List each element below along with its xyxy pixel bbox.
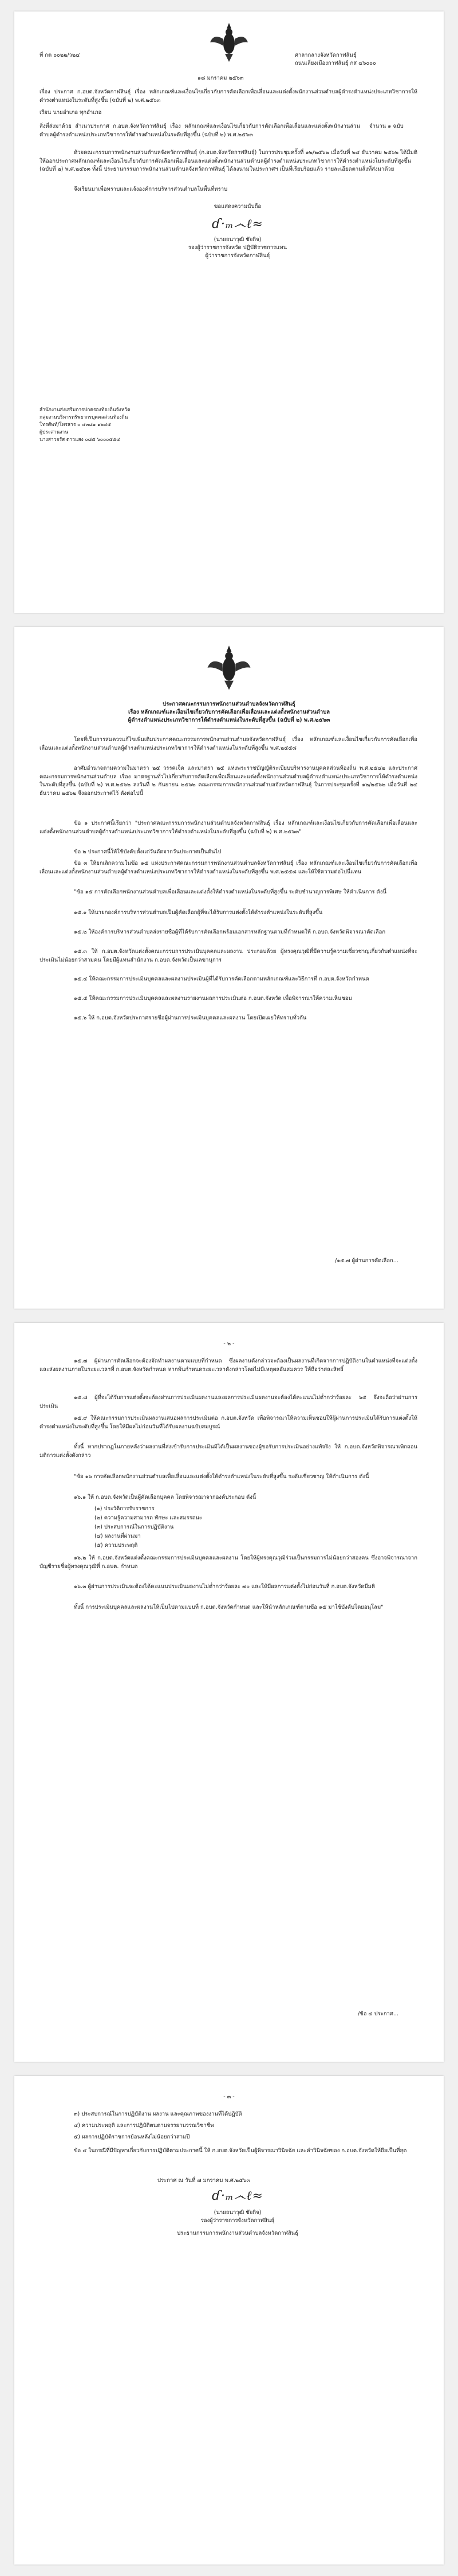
clause-15-5: ๑๕.๕ ให้คณะกรรมการประเมินบุคคลและผลงานรายงานผลการประเมินต่อ ก.อบต.จังหวัด เพื่อพิจารณาให้ความเห็นชอบ [74,995,352,1002]
issuing-office: ศาลากลางจังหวัดกาฬสินธุ์ [295,52,357,58]
garuda-emblem [208,22,250,64]
subject: เรื่อง ประกาศ ก.อบต.จังหวัดกาฬสินธุ์ เรื่อง หลักเกณฑ์และเงื่อนไขเกี่ยวกับการคัดเลือกเพื่อเลื่อนและแต่งตั้งพนักงานส่วนตำบลผู้ดำรงตำแหน่งประเภทวิชาการให้ดำรงตำแหน่งในระดับที่สูงขึ้น (ฉบับที่ ๒) พ.ศ.๒๕๖๓ [40,89,417,104]
footer-office: สำนักงานส่งเสริมการปกครองท้องถิ่นจังหวัด [40,407,131,413]
clause-15-7: ๑๕.๗ ผู้ผ่านการคัดเลือกจะต้องจัดทำผลงานตามแบบที่กำหนด ซึ่งผลงานดังกล่าวจะต้องเป็นผลงานที่เกิดจากการปฏิบัติงานในตำแหน่งที่จะแต่งตั้ง และส่งผลงานภายในระยะเวลาที่ ก.อบต.จังหวัดกำหนด หากพ้นกำหนดระยะเวลาดังกล่าวโดยไม่มีเหตุผลอันสมควร ให้ถือว่าสละสิทธิ์ [40,1358,417,1373]
document-page-4 [14,2076,444,2565]
criteria-5: (๕) ความประพฤติ [94,1542,138,1549]
document-page-1 [14,11,444,613]
page-number: - ๓ - [223,2094,235,2100]
continuation-marker: /๑๕.๗ ผู้ผ่านการคัดเลือก... [335,1258,398,1264]
enclosure-count: จำนวน ๑ ฉบับ [369,123,404,129]
footer-phone: โทรศัพท์/โทรสาร ๐ ๔๓๘๑ ๑๒๔๕ [40,422,111,428]
signer-name: (นายธนาวุฒิ ชัยกิจ) [214,237,262,243]
announcement-date: ประกาศ ณ วันที่ ๗ มกราคม พ.ศ.๒๕๖๓ [157,2177,250,2184]
body-paragraph-2: จึงเรียนมาเพื่อทราบและแจ้งองค์การบริหารส่วนตำบลในพื้นที่ทราบ [74,186,228,192]
enclosure: สิ่งที่ส่งมาด้วย สำเนาประกาศ ก.อบต.จังหวัดกาฬสินธุ์ เรื่อง หลักเกณฑ์และเงื่อนไขเกี่ยวกับการคัดเลือกเพื่อเลื่อนและแต่งตั้งพนักงานส่วนตำบลผู้ดำรงตำแหน่งประเภทวิชาการให้ดำรงตำแหน่งในระดับที่สูงขึ้น (ฉบับที่ ๒) พ.ศ.๒๕๖๓ [40,123,360,138]
preamble: โดยที่เป็นการสมควรแก้ไขเพิ่มเติมประกาศคณะกรรมการพนักงานส่วนตำบลจังหวัดกาฬสินธุ์ เรื่อง หลักเกณฑ์และเงื่อนไขเกี่ยวกับการคัดเลือกเพื่อเลื่อนและแต่งตั้งพนักงานส่วนตำบลผู้ดำรงตำแหน่งประเภทวิชาการให้ดำรงตำแหน่งในระดับที่สูงขึ้น พ.ศ.๒๕๕๘ [40,736,417,751]
clause-16-3: ๑๖.๓ ผู้ผ่านการประเมินจะต้องได้คะแนนประเมินผลงานไม่ต่ำกว่าร้อยละ ๗๐ และให้มีผลการแต่งตั้งไม่ก่อนวันที่ ก.อบต.จังหวัดมีมติ [74,1584,376,1590]
authority-clause: อาศัยอำนาจตามความในมาตรา ๒๕ วรรคเจ็ด และมาตรา ๒๕ แห่งพระราชบัญญัติระเบียบบริหารงานบุคคลส่วนท้องถิ่น พ.ศ.๒๕๔๒ และประกาศคณะกรรมการพนักงานส่วนตำบล เรื่อง มาตรฐานทั่วไปเกี่ยวกับการคัดเลือกเพื่อเลื่อนและแต่งตั้งพนักงานส่วนตำบลผู้ดำรงตำแหน่งประเภทวิชาการให้ดำรงตำแหน่งในระดับที่สูงขึ้น (ฉบับที่ ๒) พ.ศ.๒๕๖๒ ลงวันที่ ๒ กันยายน ๒๕๖๒ คณะกรรมการพนักงานส่วนตำบลจังหวัดกาฬสินธุ์ ในการประชุมครั้งที่ ๑๒/๒๕๖๒ เมื่อวันที่ ๒๔ ธันวาคม ๒๕๖๒ จึงออกประกาศไว้ ดังต่อไปนี้ [40,765,417,797]
announcement-subject-2: ผู้ดำรงตำแหน่งประเภทวิชาการให้ดำรงตำแหน่งในระดับที่สูงขึ้น (ฉบับที่ ๒) พ.ศ.๒๕๖๓ [128,717,330,723]
clause-3: ข้อ ๓ ให้ยกเลิกความในข้อ ๑๕ แห่งประกาศคณะกรรมการพนักงานส่วนตำบลจังหวัดกาฬสินธุ์ เรื่อง หลักเกณฑ์และเงื่อนไขเกี่ยวกับการคัดเลือกเพื่อเลื่อนและแต่งตั้งพนักงานส่วนตำบลผู้ดำรงตำแหน่งประเภทวิชาการให้ดำรงตำแหน่งในระดับที่สูงขึ้น พ.ศ.๒๕๕๘ และให้ใช้ความต่อไปนี้แทน [40,860,417,875]
clause-16-2: ๑๖.๒ ให้ ก.อบต.จังหวัดแต่งตั้งคณะกรรมการประเมินบุคคลและผลงาน โดยให้ผู้ทรงคุณวุฒิร่วมเป็นกรรมการไม่น้อยกว่าสองคน ซึ่งอาจพิจารณาจากบัญชีรายชื่อผู้ทรงคุณวุฒิที่ ก.อบต. กำหนด [40,1555,417,1570]
clause-16-note: ทั้งนี้ การประเมินบุคคลและผลงานให้เป็นไปตามแบบที่ ก.อบต.จังหวัดกำหนด และให้นำหลักเกณฑ์ตามข้อ ๑๕ มาใช้บังคับโดยอนุโลม" [74,1604,384,1610]
criteria-3: ๓) ประสบการณ์ในการปฏิบัติงาน ผลงาน และคุณภาพของงานที่ได้ปฏิบัติ [74,2111,242,2117]
clause-15-1: ๑๕.๑ ให้นายกองค์การบริหารส่วนตำบลเป็นผู้คัดเลือกผู้ที่จะได้รับการแต่งตั้งให้ดำรงตำแหน่งในระดับที่สูงขึ้น [74,909,323,916]
signer-title-1: รองผู้ว่าราชการจังหวัด ปฏิบัติราชการแทน [188,245,287,251]
clause-16: "ข้อ ๑๖ การคัดเลือกพนักงานส่วนตำบลเพื่อเลื่อนและแต่งตั้งให้ดำรงตำแหน่งในระดับที่สูงขึ้น ระดับเชี่ยวชาญ ให้ดำเนินการ ดังนี้ [74,1474,369,1480]
signer-name: (นายธนาวุฒิ ชัยกิจ) [214,2209,262,2216]
signer-title-2: ผู้ว่าราชการจังหวัดกาฬสินธุ์ [205,253,270,259]
criteria-2: (๒) ความรู้ความสามารถ ทักษะ และสมรรถนะ [94,1515,203,1521]
announcement-subject: เรื่อง หลักเกณฑ์และเงื่อนไขเกี่ยวกับการคัดเลือกเพื่อเลื่อนและแต่งตั้งพนักงานส่วนตำบล [128,709,330,715]
clause-15-4: ๑๕.๔ ให้คณะกรรมการประเมินบุคคลและผลงานประเมินผู้ที่ได้รับการคัดเลือกตามหลักเกณฑ์และวิธีการที่ ก.อบต.จังหวัดกำหนด [74,976,369,982]
clause-15-2: ๑๕.๒ ให้องค์การบริหารส่วนตำบลส่งรายชื่อผู้ที่ได้รับการคัดเลือกพร้อมเอกสารหลักฐานตามที่กำหนดให้ ก.อบต.จังหวัดพิจารณาคัดเลือก [74,929,386,935]
clause-15-6: ๑๕.๖ ให้ ก.อบต.จังหวัดประกาศรายชื่อผู้ผ่านการประเมินบุคคลและผลงาน โดยเปิดเผยให้ทราบทั่วกัน [74,1015,307,1021]
clause-15-note: ทั้งนี้ หากปรากฏในภายหลังว่าผลงานที่ส่งเข้ารับการประเมินมิได้เป็นผลงานของผู้ขอรับการประเมินอย่างแท้จริง ให้ ก.อบต.จังหวัดพิจารณาเพิกถอนมติการแต่งตั้งดังกล่าว [40,1444,417,1459]
clause-1: ข้อ ๑ ประกาศนี้เรียกว่า "ประกาศคณะกรรมการพนักงานส่วนตำบลจังหวัดกาฬสินธุ์ เรื่อง หลักเกณฑ์และเงื่อนไขเกี่ยวกับการคัดเลือกเพื่อเลื่อนและแต่งตั้งพนักงานส่วนตำบลผู้ดำรงตำแหน่งประเภทวิชาการให้ดำรงตำแหน่งในระดับที่สูงขึ้น (ฉบับที่ ๒) พ.ศ.๒๕๖๓" [40,820,417,835]
signature: ɗ·ₘ෴ℓ≈ [212,217,263,231]
closing: ขอแสดงความนับถือ [214,203,262,210]
announcement-title: ประกาศคณะกรรมการพนักงานส่วนตำบลจังหวัดกาฬสินธุ์ [163,701,295,707]
criteria-3: (๓) ประสบการณ์ในการปฏิบัติงาน [94,1524,174,1530]
footer-coordinator: นางสาวจรัส ดาวแสง ๐๘๕ ๖๐๐๐๕๕๔ [40,437,120,443]
signature: ɗ·ₘ෴ℓ≈ [212,2189,263,2203]
clause-15-8: ๑๕.๘ ผู้ที่จะได้รับการแต่งตั้งจะต้องผ่านการประเมินผลงานและผลการประเมินผลงานจะต้องได้คะแนนไม่ต่ำกว่าร้อยละ ๖๕ จึงจะถือว่าผ่านการประเมิน [40,1395,417,1409]
clause-2: ข้อ ๒ ประกาศนี้ให้ใช้บังคับตั้งแต่วันถัดจากวันประกาศเป็นต้นไป [74,849,222,855]
footer-group: กลุ่มงานบริหารทรัพยากรบุคคลส่วนท้องถิ่น [40,415,128,420]
clause-4: ข้อ ๔ ในกรณีที่มีปัญหาเกี่ยวกับการปฏิบัติตามประกาศนี้ ให้ ก.อบต.จังหวัดเป็นผู้พิจารณาวินิจฉัย และคำวินิจฉัยของ ก.อบต.จังหวัดให้ถือเป็นที่สุด [74,2148,407,2154]
criteria-5: ๕) ผลการปฏิบัติราชการย้อนหลังไม่น้อยกว่าสามปี [74,2134,190,2140]
footer-coordinator-label: ผู้ประสานงาน [40,430,69,435]
criteria-4: ๔) ความประพฤติ และการปฏิบัติตนตามจรรยาบรรณวิชาชีพ [74,2122,214,2129]
clause-16-1: ๑๖.๑ ให้ ก.อบต.จังหวัดเป็นผู้คัดเลือกบุคคล โดยพิจารณาจากองค์ประกอบ ดังนี้ [74,1494,256,1500]
document-number: ที่ กต ๐๐๒๒/ว๒๔ [40,52,80,58]
clause-15-9: ๑๕.๙ ให้คณะกรรมการประเมินผลงานเสนอผลการประเมินต่อ ก.อบต.จังหวัด เพื่อพิจารณาให้ความเห็นชอบให้ผู้ผ่านการประเมินได้รับการแต่งตั้งให้ดำรงตำแหน่งในระดับที่สูงขึ้น โดยให้มีผลไม่ก่อนวันที่ได้รับผลงานฉบับสมบูรณ์ [40,1415,417,1430]
page-number: - ๒ - [223,1341,235,1347]
addressee: เรียน นายอำเภอ ทุกอำเภอ [40,109,102,116]
criteria-4: (๔) ผลงานที่ผ่านมา [94,1533,141,1539]
clause-15: "ข้อ ๑๕ การคัดเลือกพนักงานส่วนตำบลเพื่อเลื่อนและแต่งตั้งให้ดำรงตำแหน่งในระดับที่สูงขึ้น ระดับชำนาญการพิเศษ ให้ดำเนินการ ดังนี้ [74,889,386,895]
clause-15-3: ๑๕.๓ ให้ ก.อบต.จังหวัดแต่งตั้งคณะกรรมการประเมินบุคคลและผลงาน ประกอบด้วย ผู้ทรงคุณวุฒิที่มีความรู้ความเชี่ยวชาญเกี่ยวกับตำแหน่งที่จะประเมินไม่น้อยกว่าสามคน โดยมีผู้แทนสำนักงาน ก.อบต.จังหวัดเป็นเลขานุการ [40,948,417,963]
continuation-marker: /ข้อ ๔ ประกาศ... [358,2011,399,2017]
body-paragraph-1: ด้วยคณะกรรมการพนักงานส่วนตำบลจังหวัดกาฬสินธุ์ (ก.อบต.จังหวัดกาฬสินธุ์) ในการประชุมครั้งที่ ๑๒/๒๕๖๒ เมื่อวันที่ ๒๔ ธันวาคม ๒๕๖๒ ได้มีมติให้ออกประกาศหลักเกณฑ์และเงื่อนไขเกี่ยวกับการคัดเลือกเพื่อเลื่อนและแต่งตั้งพนักงานส่วนตำบลผู้ดำรงตำแหน่งประเภทวิชาการให้ดำรงตำแหน่งในระดับที่สูงขึ้น (ฉบับที่ ๒) พ.ศ.๒๕๖๓ ทั้งนี้ ประธานกรรมการพนักงานส่วนตำบลจังหวัดกาฬสินธุ์ ได้ลงนามในประกาศฯ เป็นที่เรียบร้อยแล้ว รายละเอียดตามสิ่งที่ส่งมาด้วย [40,149,417,172]
document-page-3 [14,1323,444,2062]
office-address: ถนนเลี่ยงเมืองกาฬสินธุ์ กส ๔๖๐๐๐ [295,60,376,66]
garuda-emblem [205,644,253,692]
criteria-1: (๑) ประวัติการรับราชการ [94,1506,155,1512]
signer-title-2: ประธานกรรมการพนักงานส่วนตำบลจังหวัดกาฬสินธุ์ [177,2230,298,2236]
document-date: ๑๘ มกราคม ๒๕๖๓ [198,75,244,81]
document-page-2 [14,627,444,1309]
signer-title-1: รองผู้ว่าราชการจังหวัดกาฬสินธุ์ [200,2217,275,2224]
